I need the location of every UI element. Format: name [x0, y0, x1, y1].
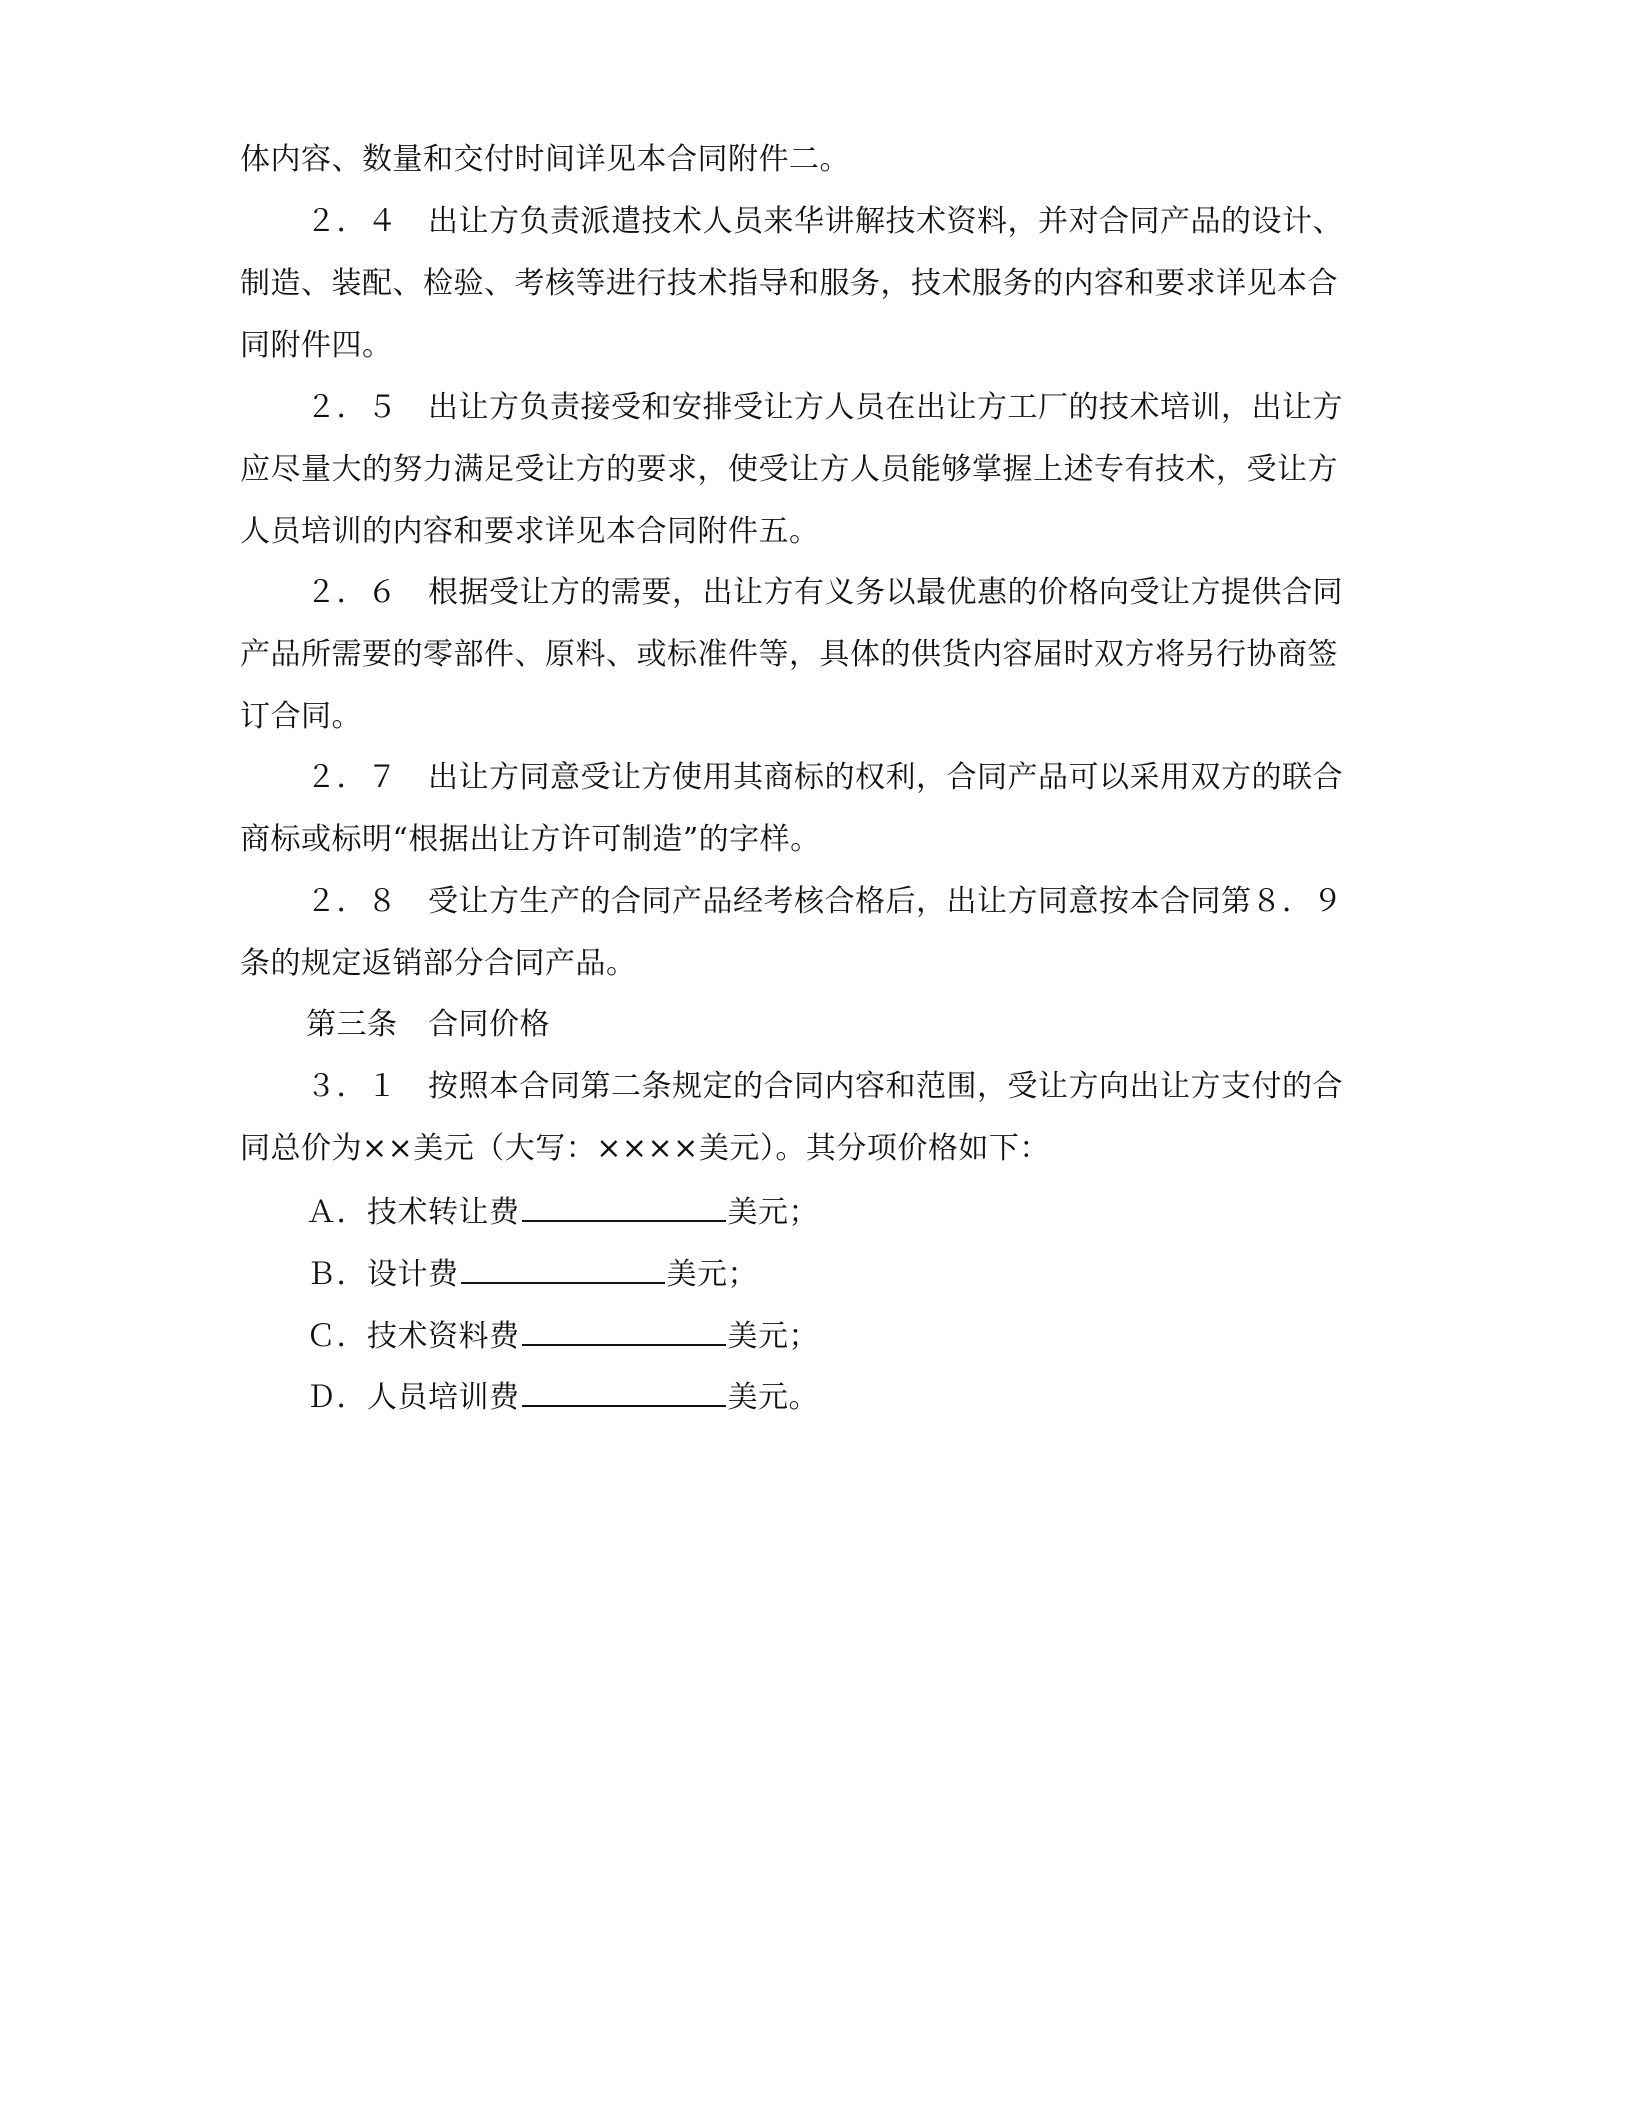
text-line: 体内容、数量和交付时间详见本合同附件二。: [240, 142, 850, 177]
fee-unit: 美元；: [727, 1319, 819, 1354]
fee-item-c: [306, 1314, 819, 1357]
text-line: 商标或标明“根据出让方许可制造”的字样。: [240, 822, 821, 857]
text-line: 同总价为××美元（大写：××××美元）。其分项价格如下：: [240, 1131, 1050, 1166]
fill-blank: [522, 1314, 726, 1346]
fee-item-d: [306, 1375, 819, 1418]
fee-label: Ｃ．技术资料费: [306, 1319, 520, 1354]
article-3-heading: 第三条 合同价格: [306, 1007, 550, 1042]
clause-2-4: ２．４ 出让方负责派遣技术人员来华讲解技术资料，并对合同产品的设计、: [306, 204, 1343, 239]
text-line: 同附件四。: [240, 328, 393, 363]
clause-2-5: ２．５ 出让方负责接受和安排受让方人员在出让方工厂的技术培训，出让方: [306, 390, 1343, 425]
text-line: 订合同。: [240, 699, 362, 734]
fill-blank: [522, 1375, 726, 1407]
text-line: 产品所需要的零部件、原料、或标准件等，具体的供货内容届时双方将另行协商签: [240, 637, 1338, 672]
text-line: 条的规定返销部分合同产品。: [240, 946, 637, 981]
text-line: 制造、装配、检验、考核等进行技术指导和服务，技术服务的内容和要求详见本合: [240, 266, 1338, 301]
fee-label: Ａ．技术转让费: [306, 1195, 520, 1230]
fee-unit: 美元；: [666, 1257, 758, 1292]
text-line: 人员培训的内容和要求详见本合同附件五。: [240, 514, 820, 549]
fee-label: Ｂ．设计费: [306, 1257, 459, 1292]
fee-item-a: [306, 1190, 819, 1233]
fee-label: Ｄ．人员培训费: [306, 1380, 520, 1415]
fee-unit: 美元；: [727, 1195, 819, 1230]
fill-blank: [461, 1252, 665, 1284]
clause-3-1: ３．１ 按照本合同第二条规定的合同内容和范围，受让方向出让方支付的合: [306, 1069, 1343, 1104]
fill-blank: [522, 1190, 726, 1222]
fee-item-b: [306, 1252, 758, 1295]
fee-unit: 美元。: [727, 1380, 819, 1415]
clause-2-6: ２．６ 根据受让方的需要，出让方有义务以最优惠的价格向受让方提供合同: [306, 575, 1343, 610]
clause-2-7: ２．７ 出让方同意受让方使用其商标的权利，合同产品可以采用双方的联合: [306, 760, 1343, 795]
clause-2-8: ２．８ 受让方生产的合同产品经考核合格后，出让方同意按本合同第８．９: [306, 884, 1343, 919]
text-line: 应尽量大的努力满足受让方的要求，使受让方人员能够掌握上述专有技术，受让方: [240, 452, 1338, 487]
